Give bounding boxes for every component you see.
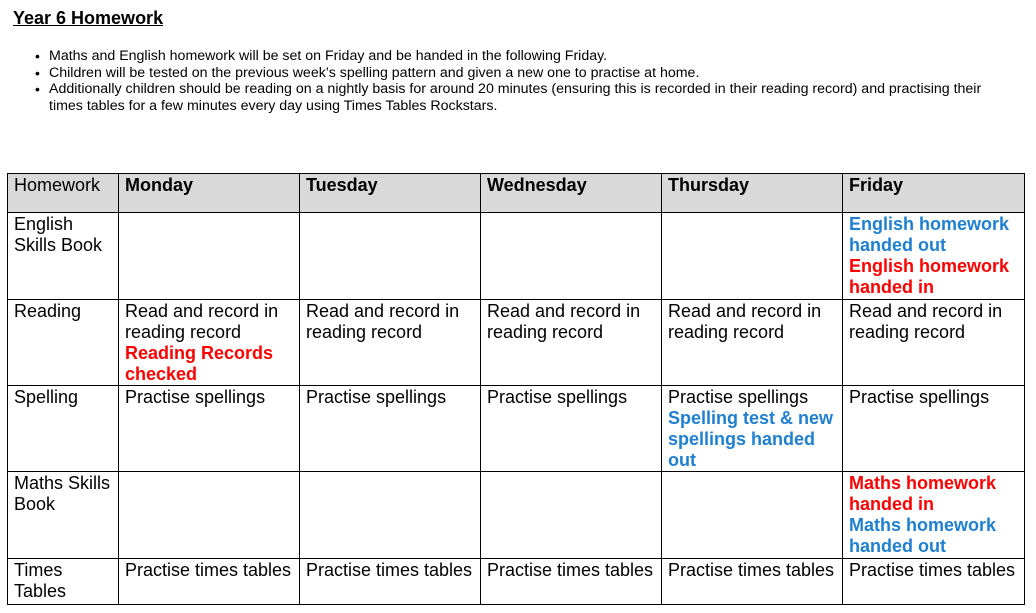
row-label: Spelling	[8, 386, 119, 472]
note-text: Additionally children should be reading on a nightly basis for around 20 minutes (ensuring this is recorded in their reading record) and practising their times tables for a few minutes every day using Times Tables Rockstars.	[49, 81, 982, 114]
table-cell	[300, 300, 481, 386]
cell-entry: Practise times tables	[849, 560, 1016, 580]
cell-entry: Read and record in reading record	[849, 301, 1003, 342]
table-cell	[481, 213, 662, 300]
table-cell	[662, 472, 843, 559]
cell-entry: Practise spellings	[849, 387, 990, 407]
table-cell	[843, 559, 1025, 605]
cell-entry: Read and record in reading record	[306, 301, 460, 342]
table-cell	[662, 386, 843, 472]
header-row	[8, 174, 1025, 213]
cell-entry: Maths homework handed in	[849, 473, 997, 514]
cell-entry: Practise times tables	[487, 560, 654, 580]
cell-entry: Read and record in reading record	[668, 301, 822, 342]
header-thursday: Thursday	[662, 174, 843, 213]
table-row	[8, 213, 1025, 300]
bullet-icon: •	[35, 64, 40, 81]
table-row	[8, 559, 1025, 605]
table-row	[8, 472, 1025, 559]
row-label: Maths Skills Book	[8, 472, 119, 559]
table-cell	[119, 213, 300, 300]
table-row	[8, 386, 1025, 472]
cell-entry: Practise spellings	[487, 387, 628, 407]
table-cell	[662, 213, 843, 300]
row-label: Times Tables	[8, 559, 119, 605]
bullet-icon: •	[35, 81, 40, 97]
cell-entry: Spelling test & new spellings handed out	[668, 408, 834, 470]
cell-entry: Read and record in reading record	[487, 301, 641, 342]
cell-entry: English homework handed in	[849, 256, 1010, 297]
cell-entry: Reading Records checked	[125, 343, 274, 384]
header-wednesday: Wednesday	[481, 174, 662, 213]
note-item	[35, 81, 1009, 114]
table-cell	[119, 300, 300, 386]
row-label: English Skills Book	[8, 213, 119, 300]
table-cell	[300, 559, 481, 605]
note-text: Children will be tested on the previous week’s spelling pattern and given a new one to practise at home.	[49, 64, 700, 81]
homework-table	[7, 173, 1025, 605]
table-cell	[843, 300, 1025, 386]
cell-entry: Practise spellings	[306, 387, 447, 407]
cell-entry: Practise times tables	[668, 560, 835, 580]
cell-entry: Practise times tables	[125, 560, 292, 580]
table-body	[8, 213, 1025, 605]
header-homework: Homework	[8, 174, 119, 213]
row-label: Reading	[8, 300, 119, 386]
cell-entry: Read and record in reading record	[125, 301, 279, 342]
cell-entry: Maths homework handed out	[849, 515, 997, 556]
table-cell	[300, 386, 481, 472]
table-cell	[662, 559, 843, 605]
header-friday: Friday	[843, 174, 1025, 213]
header-monday: Monday	[119, 174, 300, 213]
page-title: Year 6 Homework	[13, 8, 164, 28]
homework-notes	[35, 48, 1009, 114]
cell-entry: Practise spellings	[668, 387, 809, 407]
cell-entry: Practise spellings	[125, 387, 266, 407]
table-cell	[843, 213, 1025, 300]
table-cell	[481, 300, 662, 386]
note-item	[35, 48, 1009, 65]
header-tuesday: Tuesday	[300, 174, 481, 213]
table-cell	[481, 472, 662, 559]
table-cell	[843, 472, 1025, 559]
table-cell	[662, 300, 843, 386]
table-cell	[119, 559, 300, 605]
table-cell	[481, 386, 662, 472]
bullet-icon: •	[35, 48, 40, 64]
table-cell	[119, 386, 300, 472]
table-cell	[843, 386, 1025, 472]
table-row	[8, 300, 1025, 386]
table-cell	[119, 472, 300, 559]
table-cell	[300, 472, 481, 559]
table-cell	[300, 213, 481, 300]
table-cell	[481, 559, 662, 605]
note-item	[35, 64, 1009, 82]
cell-entry: Practise times tables	[306, 560, 473, 580]
cell-entry: English homework handed out	[849, 214, 1010, 255]
note-text: Maths and English homework will be set on Friday and be handed in the following Friday.	[49, 48, 608, 64]
